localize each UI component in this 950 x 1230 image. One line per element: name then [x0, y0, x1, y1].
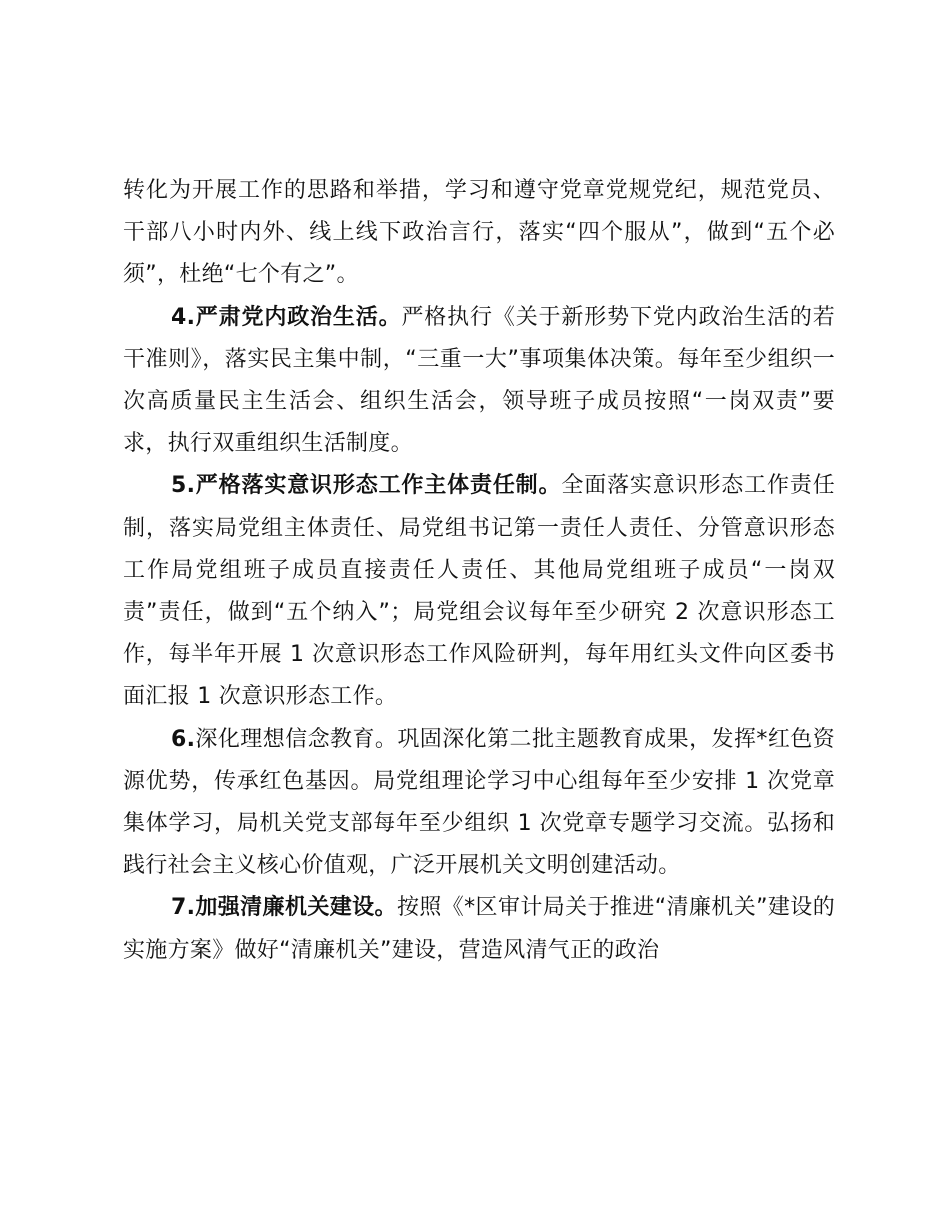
paragraph-heading: 7.加强清廉机关建设。 — [171, 895, 397, 921]
paragraph-4 — [123, 297, 835, 466]
paragraph-text: 全面落实意识形态工作责任制，落实局党组主体责任、局党组书记第一责任人责任、分管意识形态工作局党组班子成员直接责任人责任、其他局党组班子成员“一岗双责”责任，做到“五个纳入”；局党组会议每年至少研究 2 次意识形态工作，每半年开展 1 次意识形态工作风险研判，每年用红头文件向区委书面汇报 1 次意识形态工作。 — [123, 473, 835, 710]
paragraph-text: 深化理想信念教育。巩固深化第二批主题教育成果，发挥*红色资源优势，传承红色基因。局党组理论学习中心组每年至少安排 1 次党章集体学习，局机关党支部每年至少组织 1 次党章专题学习交流。弘扬和践行社会主义核心价值观，广泛开展机关文明创建活动。 — [123, 726, 835, 879]
paragraph-7 — [123, 887, 835, 971]
paragraph-text: 按照《*区审计局关于推进“清廉机关”建设的实施方案》做好“清廉机关”建设，营造风清气正的政治 — [123, 895, 835, 963]
paragraph-text: 严格执行《关于新形势下党内政治生活的若干准则》，落实民主集中制，“三重一大”事项集体决策。每年至少组织一次高质量民主生活会、组织生活会，领导班子成员按照“一岗双责”要求，执行双重组织生活制度。 — [123, 304, 836, 457]
paragraph-heading: 4.严肃党内政治生活。 — [171, 304, 402, 330]
document-body — [123, 170, 835, 972]
paragraph-6 — [123, 719, 835, 888]
paragraph-heading: 6. — [171, 726, 196, 752]
paragraph-5 — [123, 465, 835, 718]
paragraph-heading: 5.严格落实意识形态工作主体责任制。 — [171, 473, 562, 499]
paragraph-continuation — [123, 170, 835, 297]
paragraph-text: 转化为开展工作的思路和举措，学习和遵守党章党规党纪，规范党员、干部八小时内外、线上线下政治言行，落实“四个服从”，做到“五个必须”，杜绝“七个有之”。 — [123, 178, 835, 288]
